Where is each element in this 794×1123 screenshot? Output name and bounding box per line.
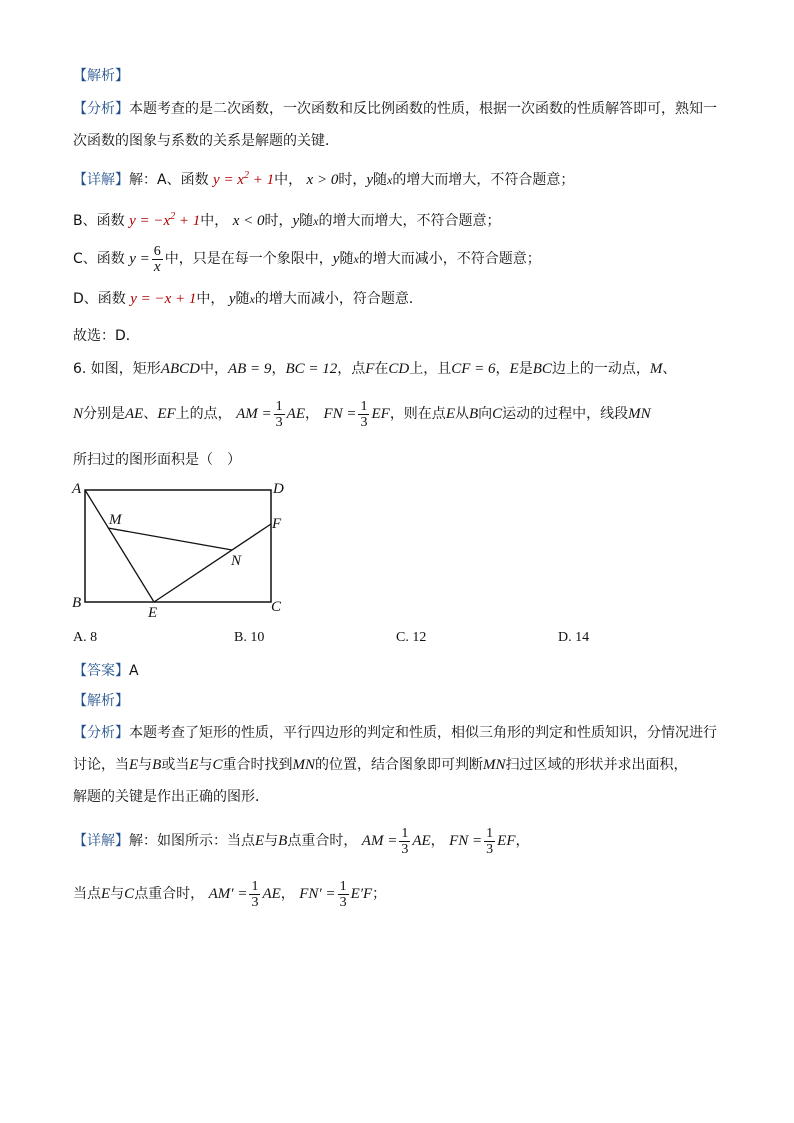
- label-b: B: [72, 595, 82, 611]
- detail2-line-1: 【详解】解：如图所示：当点E与B点重合时， AM = $\frac{1}{3}$ AE， FN = $\frac{1}{3}$ EF，: [73, 825, 530, 857]
- analysis2-tag: 【分析】: [73, 725, 129, 741]
- label-c: C: [271, 599, 282, 615]
- option-a: A. 8: [73, 630, 98, 645]
- option-d: D. 14: [558, 630, 590, 645]
- formula-b: $y = -x^2 + 1$: [129, 211, 201, 229]
- segment-ae: [85, 490, 154, 602]
- analysis2-line-1: 【分析】本题考查了矩形的性质，平行四边形的判定和性质，相似三角形的判定和性质知识，分情况进行: [73, 725, 717, 741]
- detail-c: C、函数 y = $\frac{6}{x}$ 中，只是在每一个象限中，y随x的增大而减小，不符合题意；: [73, 243, 541, 275]
- option-b: B. 10: [234, 630, 265, 645]
- analysis-line-1: 【分析】本题考查的是二次函数，一次函数和反比例函数的性质，根据一次函数的性质解答即可，熟知一: [73, 101, 717, 117]
- jiexi-heading-2: 【解析】: [73, 693, 129, 709]
- detail-b: B、函数 $y = -x^2 + 1$中， x < 0时，y随x的增大而增大，不符合题意；: [73, 211, 501, 229]
- analysis2-line-2: 讨论，当E与B或当E与C重合时找到MN的位置，结合图象即可判断MN扫过区域的形状并求出面积，: [73, 757, 688, 773]
- rectangle-abcd: [85, 490, 271, 602]
- q6-line-1: 6. 如图，矩形ABCD中，AB = 9，BC = 12，点F在CD上，且CF = 6，E是BC边上的一动点，M、: [73, 361, 677, 377]
- label-e: E: [148, 605, 158, 620]
- formula-a: $y = x^2 + 1$: [213, 170, 275, 188]
- answer-tag: 【答案】: [73, 663, 129, 679]
- analysis-tag: 【分析】: [73, 101, 129, 117]
- jiexi-heading: 【解析】: [73, 68, 129, 84]
- detail-d: D、函数 y = −x + 1中， y随x的增大而减小，符合题意．: [73, 291, 423, 307]
- detail2-tag: 【详解】: [73, 833, 129, 849]
- answer-line: [73, 661, 139, 681]
- label-m: M: [109, 512, 122, 528]
- detail-a: 【详解】解：A、函数 $y = x^2 + 1$中， x > 0时，y随x的增大而增大，不符合题意；: [73, 170, 575, 188]
- rectangle-figure: [68, 478, 298, 620]
- segment-ef: [154, 524, 271, 602]
- option-c: C. 12: [396, 630, 427, 645]
- label-n: N: [231, 553, 242, 569]
- formula-d: y = −x + 1: [130, 291, 197, 307]
- analysis-line-2: 次函数的图象与系数的关系是解题的关键．: [73, 133, 339, 149]
- analysis2-line-3: 解题的关键是作出正确的图形．: [73, 789, 269, 805]
- label-a: A: [72, 481, 82, 497]
- label-d: D: [273, 481, 284, 497]
- formula-c: y =: [129, 251, 150, 267]
- choice-line: 故选：D．: [73, 328, 140, 344]
- q6-line-3: 所扫过的图形面积是（ ）: [73, 452, 241, 468]
- formula-c-frac: $\frac{6}{x}$: [153, 243, 161, 275]
- answer-value: A: [129, 663, 139, 679]
- q6-line-2: N分别是AE、EF上的点， AM = $\frac{1}{3}$ AE， FN = $\frac{1}{3}$ EF，则在点E从B向C运动的过程中，线段MN: [73, 398, 651, 430]
- detail-tag: 【详解】: [73, 172, 129, 188]
- detail2-line-2: 当点E与C点重合时， AM′ = $\frac{1}{3}$ AE， FN′ = $\frac{1}{3}$ E′F；: [73, 878, 387, 910]
- label-f: F: [272, 516, 282, 532]
- segment-mn: [108, 528, 232, 550]
